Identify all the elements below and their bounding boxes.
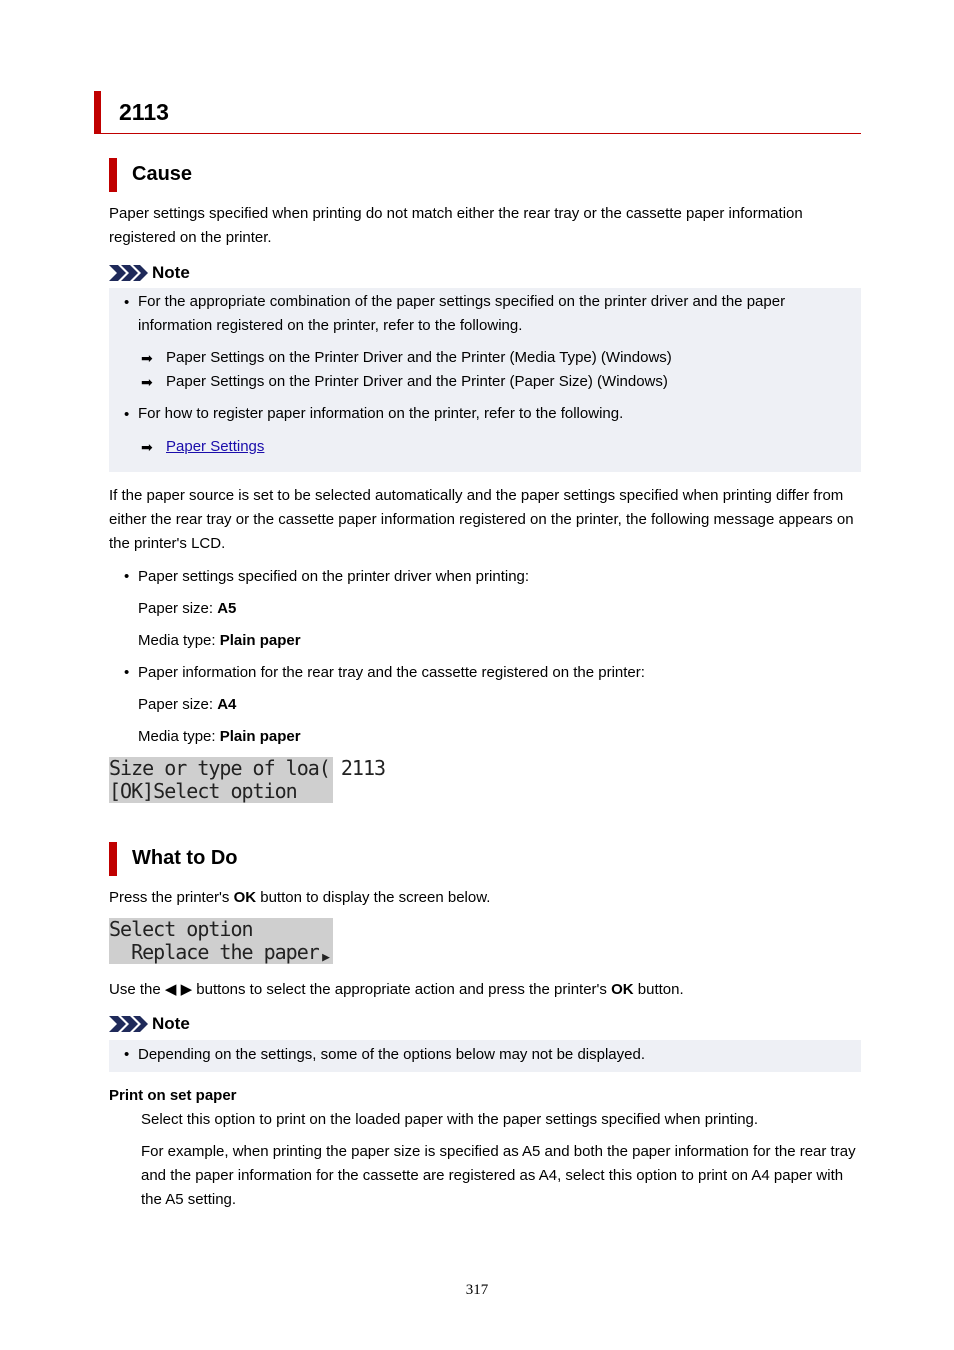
- bullet: •: [124, 568, 130, 585]
- press-ok-paragraph: Press the printer's OK button to display the screen below.: [109, 889, 491, 906]
- page-title-block: [94, 91, 861, 134]
- arrow-right-icon: ➡: [141, 374, 153, 390]
- printer-paper-size: Paper size: A4: [138, 696, 237, 713]
- bullet: •: [124, 294, 130, 311]
- note-label: Note: [152, 1014, 190, 1033]
- bullet: •: [124, 406, 130, 423]
- paper-settings-link[interactable]: Paper Settings: [166, 438, 265, 455]
- page-number: 317: [465, 1282, 489, 1298]
- arrow-right-icon: ➡: [141, 350, 153, 366]
- option-example: For example, when printing the paper size is specified as A5 and both the paper information for the rear tray and the paper information for the cassette are registered as A4, select this option to print on A4 paper with the A5 setting.: [141, 1143, 856, 1208]
- cause-heading: Cause: [132, 163, 193, 185]
- what-to-do-heading: What to Do: [132, 847, 238, 869]
- lcd-select-option-screen: Select option Replace the paper ▶: [109, 918, 333, 964]
- cause-paragraph: Paper settings specified when printing do not match either the rear tray or the cassette paper information registered on the printer.: [109, 205, 803, 246]
- use-buttons-paragraph: Use the ◀ ▶ buttons to select the appropriate action and press the printer's OK button.: [109, 981, 684, 998]
- lcd-error-screen: Size or type of loa( 2113 [OK]Select option: [109, 756, 386, 803]
- driver-media-type: Media type: Plain paper: [138, 632, 301, 649]
- title-accent-bar: [94, 91, 101, 133]
- printer-media-type: Media type: Plain paper: [138, 728, 301, 745]
- note-box: [109, 288, 861, 472]
- note-chevrons-icon: [109, 265, 149, 281]
- arrow-right-icon: ➡: [141, 439, 153, 455]
- driver-paper-size: Paper size: A5: [138, 600, 237, 617]
- bullet: •: [124, 664, 130, 681]
- heading-accent-bar: [109, 842, 117, 876]
- note-label: Note: [152, 263, 190, 282]
- page-title: 2113: [119, 99, 169, 125]
- note-bullet-text: Depending on the settings, some of the options below may not be displayed.: [138, 1046, 645, 1063]
- note-link-media-type[interactable]: Paper Settings on the Printer Driver and the Printer (Media Type) (Windows): [166, 349, 672, 366]
- option-title: Print on set paper: [109, 1087, 237, 1104]
- heading-accent-bar: [109, 158, 117, 192]
- note-bullet-text: For how to register paper information on the printer, refer to the following.: [138, 405, 624, 422]
- note-chevrons-icon: [109, 1016, 149, 1032]
- right-arrow-button-icon: ▶: [180, 981, 193, 998]
- note-box: [109, 1040, 861, 1072]
- note-bullet-text: For the appropriate combination of the paper settings specified on the printer driver and the paper information registered on the printer, refer to the following.: [138, 293, 786, 334]
- option-description: Select this option to print on the loaded paper with the paper settings specified when printing.: [141, 1111, 759, 1128]
- auto-source-paragraph: If the paper source is set to be selected automatically and the paper settings specified when printing differ from either the rear tray or the cassette paper information registered on the printer, the following message appears on the printer's LCD.: [109, 487, 854, 552]
- printer-info-item: Paper information for the rear tray and the cassette registered on the printer:: [138, 664, 645, 681]
- note-link-paper-size[interactable]: Paper Settings on the Printer Driver and the Printer (Paper Size) (Windows): [166, 373, 668, 390]
- driver-settings-item: Paper settings specified on the printer driver when printing:: [138, 568, 530, 585]
- lcd-right-arrow-icon: ▶: [322, 950, 329, 965]
- bullet: •: [124, 1046, 130, 1063]
- left-arrow-button-icon: ◀: [164, 981, 177, 998]
